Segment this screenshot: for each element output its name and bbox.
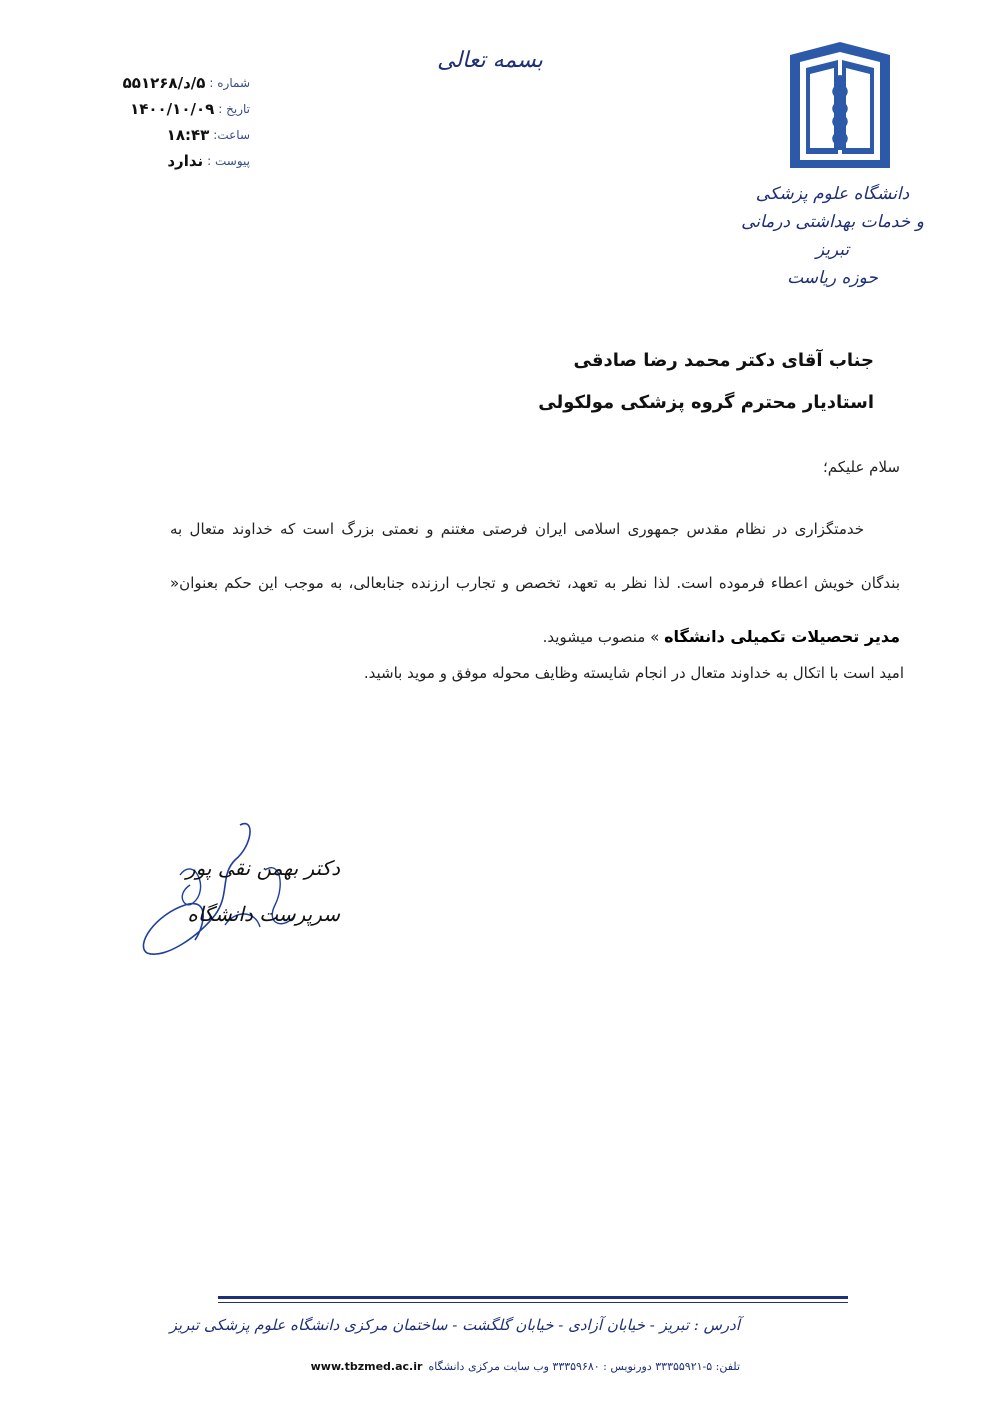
closing-sentence: امید است با اتکال به خداوند متعال در انجام شایسته وظایف محوله موفق و موید باشید. — [363, 664, 904, 682]
letter-number-value: ۵/د/۵۵۱۲۶۸ — [122, 74, 206, 92]
letter-body — [170, 452, 900, 664]
bismillah-heading: بسمه تعالی — [437, 48, 543, 73]
letter-time-row — [80, 122, 250, 148]
letter-attachment-row — [80, 148, 250, 174]
letter-date-value: ۱۴۰۰/۱۰/۰۹ — [130, 100, 215, 118]
signatory-title: سرپرست دانشگاه — [187, 902, 340, 926]
letter-number-row — [80, 70, 250, 96]
footer-address: آدرس : تبریز - خیابان آزادی - خیابان گلگشت - ساختمان مرکزی دانشگاه علوم پزشکی تبریز — [169, 1316, 740, 1334]
footer-divider-thin — [218, 1302, 848, 1303]
letter-attachment-label: پیوست : — [207, 154, 250, 168]
recipient-name: جناب آقای دکتر محمد رضا صادقی — [573, 350, 874, 371]
greeting: سلام علیکم؛ — [822, 458, 900, 476]
paragraph-text-after: » منصوب میشوید. — [542, 628, 660, 646]
letter-date-row — [80, 96, 250, 122]
university-name-line3: حوزه ریاست — [787, 268, 878, 288]
university-name — [740, 180, 925, 292]
letter-attachment-value: ندارد — [167, 152, 204, 170]
university-name-line1: دانشگاه علوم پزشکی — [755, 184, 910, 204]
letter-number-label: شماره : — [209, 76, 250, 90]
signatory — [160, 845, 340, 937]
letter-date-label: تاریخ : — [218, 102, 250, 116]
letter-meta — [80, 70, 250, 174]
letter-time-value: ۱۸:۴۳ — [166, 126, 210, 144]
footer-divider — [218, 1296, 848, 1299]
university-name-line2: و خدمات بهداشتی درمانی تبریز — [741, 212, 924, 260]
university-logo-icon — [780, 40, 900, 170]
footer-website-link[interactable]: www.tbzmed.ac.ir — [310, 1360, 423, 1373]
footer-contact — [310, 1360, 740, 1373]
footer-contact-text: تلفن: ۵-۳۳۳۵۵۹۲۱ دورنویس : ۳۳۳۵۹۶۸۰ وب سایت مرکزی دانشگاه — [428, 1360, 740, 1373]
recipient-block — [538, 340, 874, 424]
recipient-title: استادیار محترم گروه پزشکی مولکولی — [538, 392, 874, 413]
letter-time-label: ساعت: — [213, 128, 250, 142]
signatory-name: دکتر بهمن نقی پور — [185, 856, 340, 880]
paragraph-text-before: خدمتگزاری در نظام مقدس جمهوری اسلامی ایران فرصتی مغتنم و نعمتی بزرگ است که خداوند متعال به بندگان خویش اعطاء فرموده است. لذا نظر به تعهد، تخصص و تجارب ارزنده جنابعالی، به موجب این حکم بعنوان« — [170, 520, 900, 592]
appointment-paragraph — [170, 502, 900, 664]
position-title: مدیر تحصیلات تکمیلی دانشگاه — [664, 627, 900, 646]
